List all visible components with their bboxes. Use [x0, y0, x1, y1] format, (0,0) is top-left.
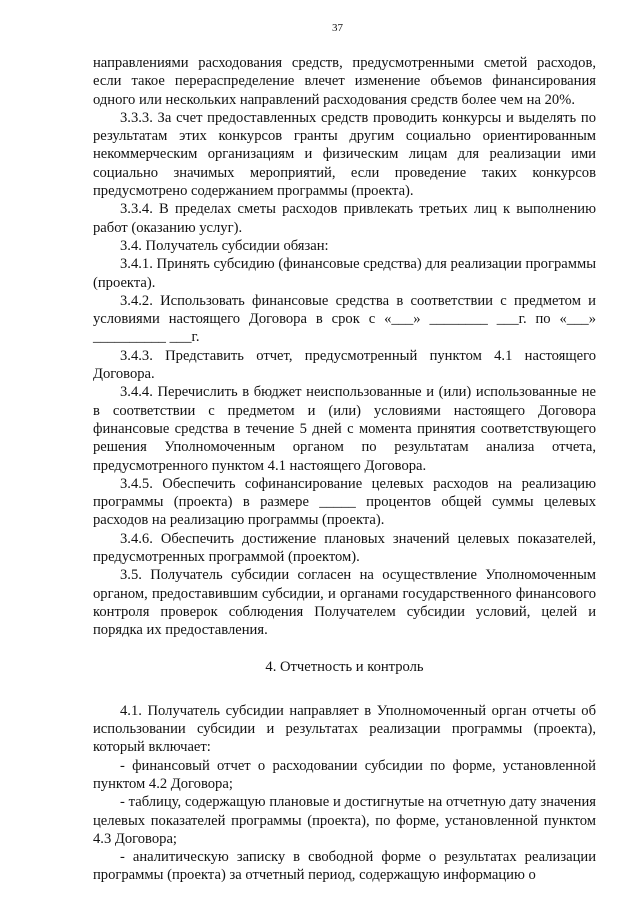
- paragraph-3-4: 3.4. Получатель субсидии обязан:: [120, 237, 329, 254]
- list-item-financial-report: - финансовый отчет о расходовании субсидии по форме, установленной пунктом 4.2 Договора;: [93, 757, 596, 792]
- paragraph-continuation: направлениями расходования средств, предусмотренными сметой расходов, если такое перераспределение влечет изменение объемов финансирования одного или нескольких направлений расходования средств более чем на 20%.: [93, 55, 596, 108]
- paragraph-3-4-3: 3.4.3. Представить отчет, предусмотренный пунктом 4.1 настоящего Договора.: [93, 347, 596, 383]
- paragraph-3-4-5: 3.4.5. Обеспечить софинансирование целевых расходов на реализацию программы (проекта) в размере _____ процентов общей суммы целевых расходов на реализацию программы (проекта).: [93, 475, 596, 529]
- paragraph-3-4-4: 3.4.4. Перечислить в бюджет неиспользованные и (или) использованные не в соответствии с предметом и (или) условиями настоящего Договора финансовые средства в течение 5 дней с момента принятия соответствующего решения Уполномоченным органом по результатам анализа отчета, предусмотренного пунктом 4.1 настоящего Договора.: [93, 384, 596, 474]
- paragraph-4-1: 4.1. Получатель субсидии направляет в Уполномоченный орган отчеты об использовании субсидии и результатах реализации программы (проекта), который включает:: [93, 702, 596, 756]
- paragraph-3-5: 3.5. Получатель субсидии согласен на осуществление Уполномоченным органом, предоставившим субсидии, и органами государственного финансового контроля проверок соблюдения Получателем субсидии условий, целей и порядка их предоставления.: [93, 567, 596, 639]
- paragraph-3-4-6: 3.4.6. Обеспечить достижение плановых значений целевых показателей, предусмотренных программой (проектом).: [93, 530, 596, 566]
- page-number: 37: [332, 22, 343, 34]
- paragraph-3-4-2: 3.4.2. Использовать финансовые средства в соответствии с предметом и условиями настоящего Договора в срок с «___» ________ ___г. по «___» __________ ___г.: [93, 292, 596, 346]
- paragraph-3-3-3: 3.3.3. За счет предоставленных средств проводить конкурсы и выделять по результатам этих конкурсов гранты другим социально ориентированным некоммерческим организациям и физическим лицам для реализации ими социально значимых мероприятий, если проведение таких конкурсов предусмотрено содержанием программы (проекта).: [93, 109, 596, 200]
- section-heading: 4. Отчетность и контроль: [265, 658, 424, 675]
- paragraph-3-3-4: 3.3.4. В пределах сметы расходов привлекать третьих лиц к выполнению работ (оказанию услуг).: [93, 201, 596, 236]
- list-item-analytical-note: - аналитическую записку в свободной форме о результатах реализации программы (проекта) за отчетный период, содержащую информацию о: [93, 849, 596, 884]
- paragraph-3-4-1: 3.4.1. Принять субсидию (финансовые средства) для реализации программы (проекта).: [93, 256, 596, 291]
- list-item-indicators-table: - таблицу, содержащую плановые и достигнутые на отчетную дату значения целевых показателей программы (проекта), по форме, установленной пунктом 4.3 Договора;: [93, 794, 596, 847]
- document-body: [93, 54, 596, 885]
